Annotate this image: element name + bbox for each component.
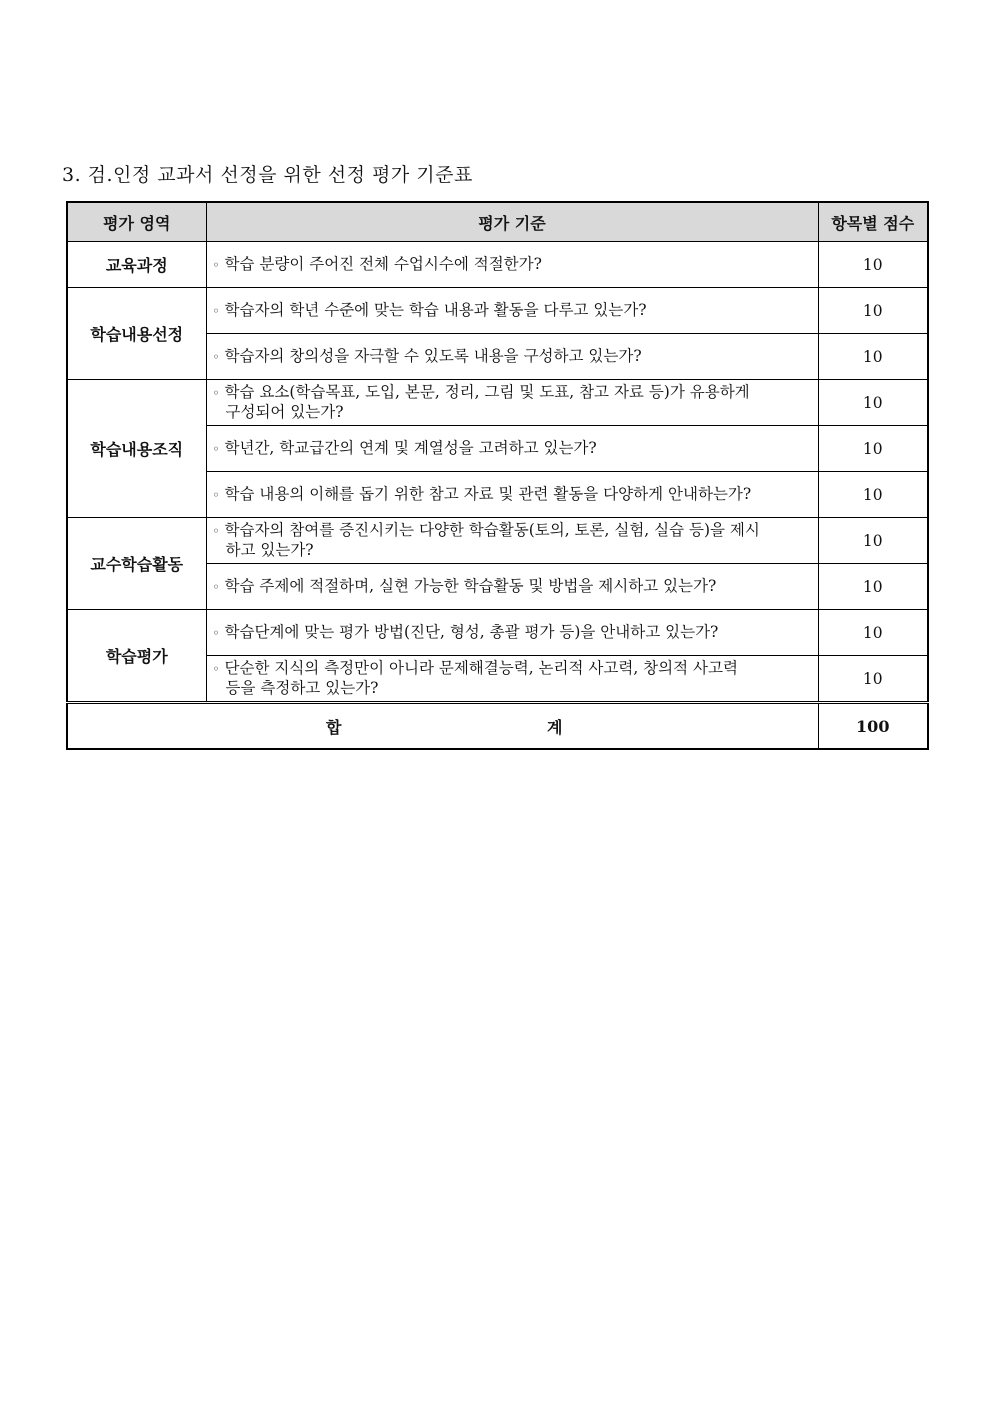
bullet-icon: ◦ <box>212 349 220 364</box>
criteria-cell <box>206 656 818 703</box>
criteria-cell <box>206 518 818 564</box>
criteria-cell <box>206 610 818 656</box>
header-row <box>67 202 928 242</box>
criteria-text: 학습 주제에 적절하며, 실현 가능한 학습활동 및 방법을 제시하고 있는가? <box>224 576 717 595</box>
criteria-text: 학습 내용의 이해를 돕기 위한 참고 자료 및 관련 활동을 다양하게 안내하는가? <box>224 484 752 503</box>
document-title: 3. 검.인정 교과서 선정을 위한 선정 평가 기준표 <box>62 164 473 186</box>
criteria-text: 단순한 지식의 측정만이 아니라 문제해결능력, 논리적 사고력, 창의적 사고력 <box>224 659 738 677</box>
criteria-cell <box>206 426 818 472</box>
total-score-cell: 100 <box>818 703 928 750</box>
bullet-icon: ◦ <box>212 441 220 456</box>
bullet-icon: ◦ <box>212 579 220 594</box>
criteria-cell <box>206 334 818 380</box>
area-cell: 학습내용선정 <box>67 288 206 380</box>
header-score: 항목별 점수 <box>818 202 928 242</box>
score-cell: 10 <box>818 518 928 564</box>
criteria-text: 학습자의 학년 수준에 맞는 학습 내용과 활동을 다루고 있는가? <box>224 300 647 319</box>
bullet-icon: ◦ <box>212 386 220 400</box>
header-criteria: 평가 기준 <box>206 202 818 242</box>
total-label-right: 계 <box>547 717 563 737</box>
criteria-cell <box>206 288 818 334</box>
score-cell: 10 <box>818 334 928 380</box>
table-row <box>67 242 928 288</box>
criteria-text-continued: 등을 측정하고 있는가? <box>225 679 379 697</box>
criteria-text: 학년간, 학교급간의 연계 및 계열성을 고려하고 있는가? <box>224 438 597 457</box>
criteria-cell <box>206 242 818 288</box>
criteria-text-continued: 구성되어 있는가? <box>225 403 344 421</box>
table-row <box>67 518 928 564</box>
total-row <box>67 703 928 750</box>
criteria-text: 학습 분량이 주어진 전체 수업시수에 적절한가? <box>224 254 542 273</box>
criteria-text-continued: 하고 있는가? <box>225 541 314 559</box>
score-cell: 10 <box>818 288 928 334</box>
table-row <box>67 380 928 426</box>
header-area: 평가 영역 <box>67 202 206 242</box>
score-cell: 10 <box>818 242 928 288</box>
criteria-text: 학습단계에 맞는 평가 방법(진단, 형성, 총괄 평가 등)을 안내하고 있는가? <box>224 622 719 641</box>
criteria-text: 학습 요소(학습목표, 도입, 본문, 정리, 그림 및 도표, 참고 자료 등)가 유용하게 <box>224 383 750 401</box>
bullet-icon: ◦ <box>212 625 220 640</box>
score-cell: 10 <box>818 610 928 656</box>
total-label-cell <box>67 703 818 750</box>
area-cell: 학습평가 <box>67 610 206 703</box>
criteria-text: 학습자의 참여를 증진시키는 다양한 학습활동(토의, 토론, 실험, 실습 등)을 제시 <box>224 521 760 539</box>
criteria-text: 학습자의 창의성을 자극할 수 있도록 내용을 구성하고 있는가? <box>224 346 642 365</box>
bullet-icon: ◦ <box>212 257 220 272</box>
score-cell: 10 <box>818 380 928 426</box>
bullet-icon: ◦ <box>212 662 220 676</box>
criteria-cell <box>206 472 818 518</box>
table-row <box>67 288 928 334</box>
score-cell: 10 <box>818 472 928 518</box>
bullet-icon: ◦ <box>212 524 220 538</box>
table-row <box>67 610 928 656</box>
total-label-left: 합 <box>326 717 342 737</box>
score-cell: 10 <box>818 656 928 703</box>
criteria-cell <box>206 564 818 610</box>
score-cell: 10 <box>818 426 928 472</box>
criteria-cell <box>206 380 818 426</box>
area-cell: 교육과정 <box>67 242 206 288</box>
bullet-icon: ◦ <box>212 303 220 318</box>
area-cell: 교수학습활동 <box>67 518 206 610</box>
area-cell: 학습내용조직 <box>67 380 206 518</box>
bullet-icon: ◦ <box>212 487 220 502</box>
evaluation-criteria-table <box>66 201 929 750</box>
score-cell: 10 <box>818 564 928 610</box>
